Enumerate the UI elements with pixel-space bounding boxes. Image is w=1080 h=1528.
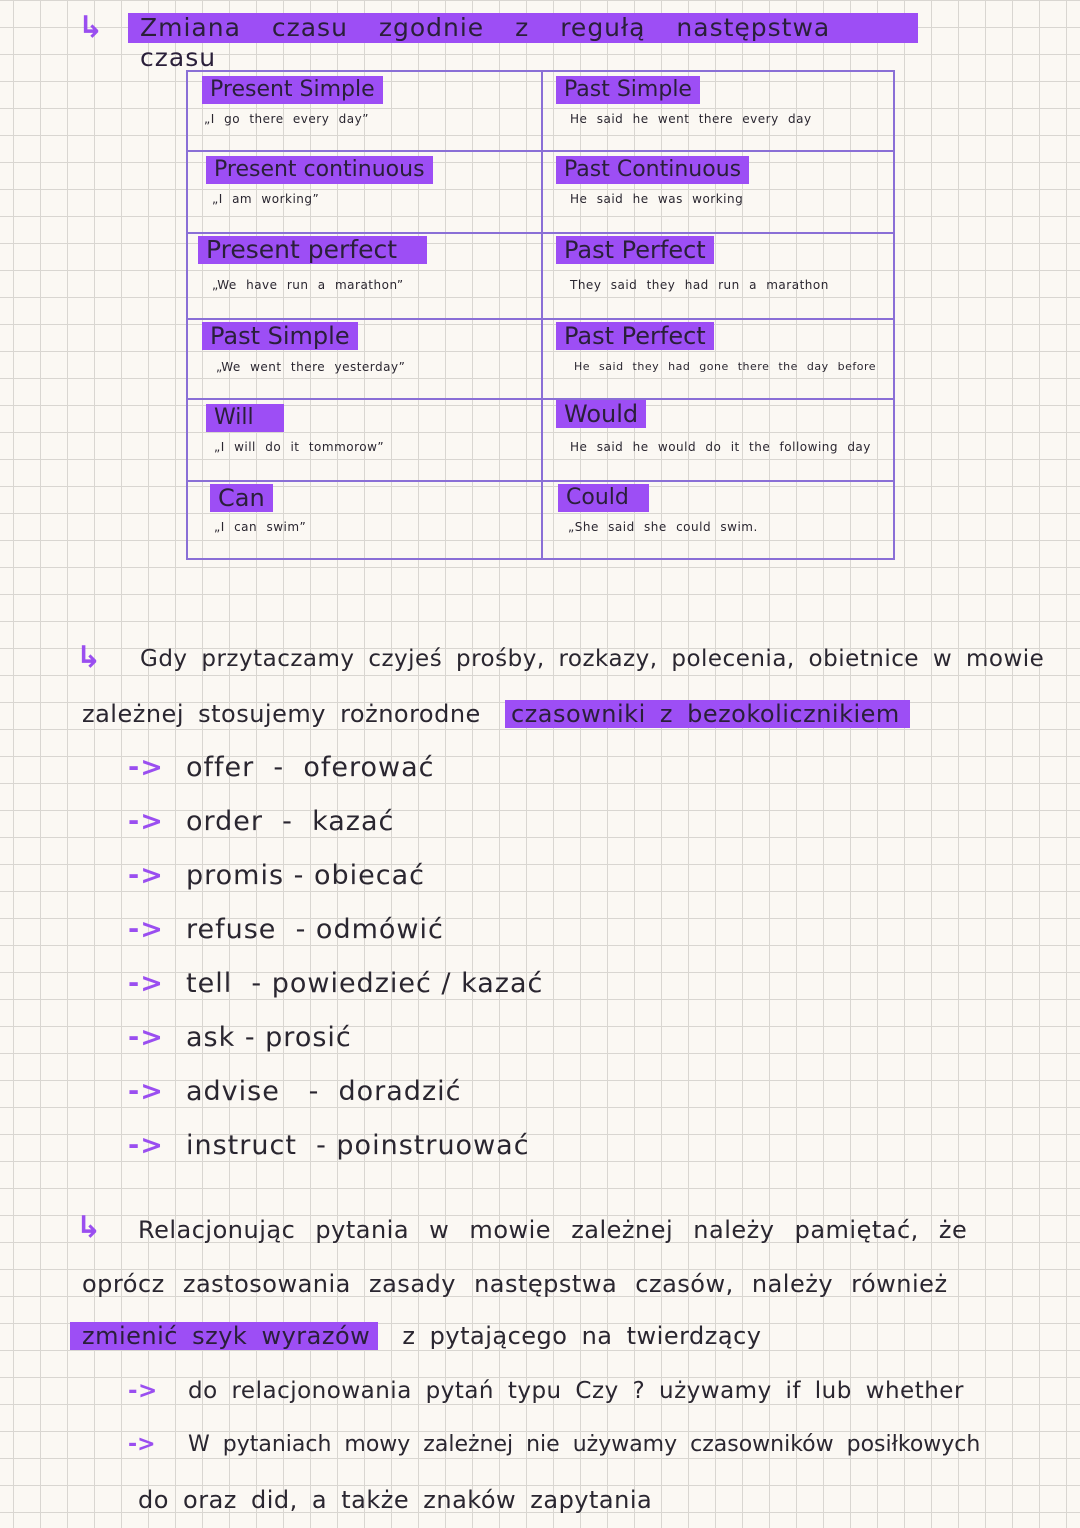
arrow-icon: -> [128,968,164,999]
list-item: -> advise - doradzić [128,1076,462,1107]
tense-label: Past Perfect [556,236,714,264]
verb-polish: oferować [303,752,435,783]
tense-table [186,70,895,560]
arrow-icon: -> [128,752,164,783]
table-cell [556,234,896,314]
verb-polish: doradzić [338,1076,462,1107]
tense-label: Past Continuous [556,156,749,184]
hook-arrow-icon: ↳ [76,1210,102,1245]
highlight-text: czasowniki z bezokolicznikiem [505,700,910,728]
verb-english: instruct [186,1130,297,1161]
tense-label: Present perfect [198,236,427,264]
paragraph-line [82,700,910,729]
paragraph-line: Gdy przytaczamy czyjeś prośby, rozkazy, polecenia, obietnice w mowie [140,646,1045,672]
arrow-icon: -> [128,1378,158,1404]
paragraph-text: z pytającego na twierdzący [402,1322,762,1350]
tense-label: Would [556,400,646,428]
table-cell [210,482,550,562]
list-item: -> ask - prosić [128,1022,352,1053]
table-cell [198,234,538,314]
list-item: -> order - kazać [128,806,395,837]
verb-english: refuse [186,914,277,945]
paragraph-line: oprócz zastosowania zasady następstwa czasów, należy również [82,1270,948,1298]
verb-polish: odmówić [315,914,444,945]
table-cell [206,154,546,234]
table-cell [202,74,542,154]
verb-english: offer [186,752,255,783]
verb-english: advise [186,1076,280,1107]
arrow-icon: -> [128,914,164,945]
arrow-icon: -> [128,1130,164,1161]
paragraph-line: Relacjonując pytania w mowie zależnej należy pamiętać, że [138,1216,968,1244]
arrow-icon: -> [128,806,164,837]
arrow-icon: -> [128,1076,164,1107]
example-sentence: He said he went there every day [570,112,812,126]
example-sentence: „I can swim” [214,520,307,534]
verb-polish: poinstruować [336,1130,530,1161]
example-sentence: „We have run a marathon” [212,278,404,292]
example-sentence: „I go there every day” [204,112,369,126]
table-cell [202,320,542,400]
verb-polish: obiecać [313,860,425,891]
example-sentence: He said they had gone there the day before [574,360,877,373]
hook-arrow-icon: ↳ [78,10,104,45]
verb-polish: powiedzieć / kazać [271,968,544,999]
list-item [128,1378,964,1404]
tense-label: Can [210,484,273,512]
list-item: -> offer - oferować [128,752,435,783]
paragraph-text: zależnej stosujemy rożnorodne [82,700,481,728]
table-cell [556,154,896,234]
hook-arrow-icon: ↳ [76,640,102,675]
example-sentence: „I will do it tommorow” [214,440,385,454]
tense-label: Will [206,404,284,432]
paragraph-line [70,1322,761,1351]
verb-english: tell [186,968,233,999]
tense-label: Could [558,484,649,512]
table-cell [206,402,546,482]
example-sentence: „She said she could swim. [568,520,758,534]
table-cell [558,482,898,562]
table-cell [556,320,896,400]
verb-english: order [186,806,263,837]
example-sentence: He said he would do it the following day [570,440,871,454]
tense-label: Present Simple [202,76,383,104]
table-cell [556,74,896,154]
list-item: -> instruct - poinstruować [128,1130,530,1161]
tense-label: Present continuous [206,156,433,184]
tense-label: Past Simple [556,76,700,104]
arrow-icon: -> [128,1022,164,1053]
tense-label: Past Simple [202,322,358,350]
list-item [128,1432,980,1457]
example-sentence: „I am working” [212,192,320,206]
example-sentence: „We went there yesterday” [216,360,406,374]
bullet-text: W pytaniach mowy zależnej nie używamy czasowników posiłkowych [188,1432,981,1457]
verb-polish: kazać [312,806,395,837]
page-title: Zmiana czasu zgodnie z regułą następstwa czasu [128,13,918,43]
highlight-text: zmienić szyk wyrazów [70,1322,378,1350]
verb-english: promis [186,860,285,891]
tense-label: Past Perfect [556,322,714,350]
list-item: -> promis - obiecać [128,860,425,891]
example-sentence: He said he was working [570,192,744,206]
bullet-text: do relacjonowania pytań typu Czy ? używamy if lub whether [188,1378,964,1404]
arrow-icon: -> [128,860,164,891]
table-cell [556,398,896,478]
list-item: -> refuse - odmówić [128,914,444,945]
verb-english: ask [186,1022,236,1053]
example-sentence: They said they had run a marathon [570,278,829,292]
arrow-icon: -> [128,1432,156,1457]
paragraph-line: do oraz did, a także znaków zapytania [138,1486,653,1514]
list-item: -> tell - powiedzieć / kazać [128,968,544,999]
verb-polish: prosić [265,1022,352,1053]
